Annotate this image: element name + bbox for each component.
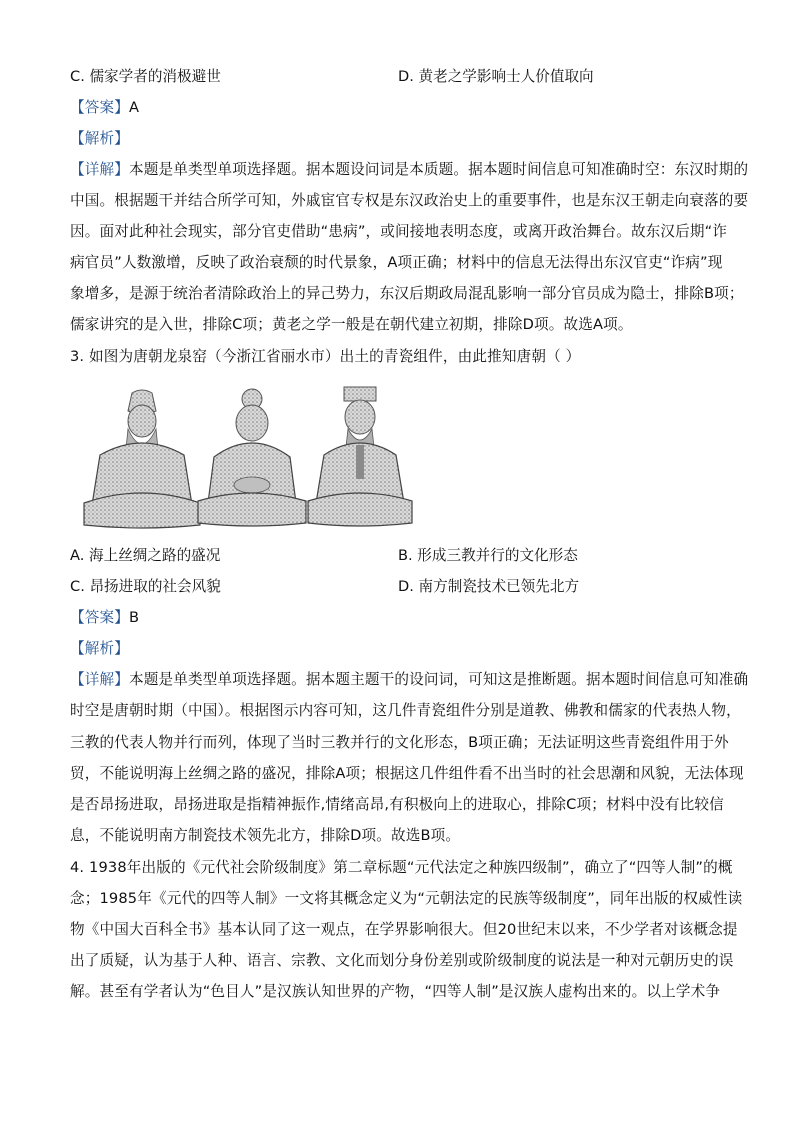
q2-detail-line <box>70 160 749 180</box>
q2-answer-line <box>70 98 730 118</box>
answer-tag: 【答案】 <box>70 609 129 626</box>
analysis-tag: 【解析】 <box>70 640 129 657</box>
confucian-figure-icon <box>308 387 412 526</box>
q3-option-c[interactable]: C. 昂扬进取的社会风貌 <box>70 578 221 595</box>
q3-analysis-tag <box>70 639 730 659</box>
buddha-figure-icon <box>198 389 306 526</box>
q2-option-c[interactable]: C. 儒家学者的消极避世 <box>70 68 221 85</box>
q3-detail-line: 时空是唐朝时期（中国）。根据图示内容可知，这几件青瓷组件分别是道教、佛教和儒家的代表热人物， <box>70 702 741 719</box>
q4-stem-line: 念；1985年《元代的四等人制》一文将其概念定义为“元朝法定的民族等级制度”，同年出版的权威性读 <box>70 890 743 907</box>
q2-detail-text: 本题是单类型单项选择题。据本题设问词是本质题。据本题时间信息可知准确时空：东汉时期的 <box>128 161 749 178</box>
q2-detail-line: 儒家讲究的是入世，排除C项；黄老之学一般是在朝代建立初期，排除D项。故选A项。 <box>70 316 633 333</box>
q3-detail-line: 息，不能说明南方制瓷技术领先北方，排除D项。故选B项。 <box>70 827 461 844</box>
q4-stem-line: 物《中国大百科全书》基本认同了这一观点，在学界影响很大。但20世纪末以来，不少学者对该概念提 <box>70 921 738 938</box>
q3-detail-line: 三教的代表人物并行而列，体现了当时三教并行的文化形态，B项正确；无法证明这些青瓷组件用于外 <box>70 734 729 751</box>
q3-detail-text: 本题是单类型单项选择题。据本题主题干的设问词，可知这是推断题。据本题时间信息可知准确 <box>128 671 749 688</box>
q3-stem: 3. 如图为唐朝龙泉窑（今浙江省丽水市）出土的青瓷组件，由此推知唐朝（ ） <box>70 348 581 365</box>
celadon-figures-image <box>80 385 420 530</box>
analysis-tag: 【解析】 <box>70 130 129 147</box>
q2-detail-line: 病官员”人数激增，反映了政治衰颓的时代景象，A项正确；材料中的信息无法得出东汉官吏“诈病”现 <box>70 254 723 271</box>
q3-option-d[interactable]: D. 南方制瓷技术已领先北方 <box>398 578 580 595</box>
q2-analysis-tag <box>70 129 730 149</box>
detail-tag: 【详解】 <box>70 671 129 688</box>
q2-answer: A <box>128 99 140 116</box>
detail-tag: 【详解】 <box>70 161 129 178</box>
q4-stem-line: 出了质疑，认为基于人种、语言、宗教、文化而划分身份差别或阶级制度的说法是一种对元朝历史的误 <box>70 952 734 969</box>
q2-detail-line: 因。面对此种社会现实，部分官吏借助“患病”，或间接地表明态度，或离开政治舞台。故东汉后期“诈 <box>70 223 728 240</box>
q2-detail-line: 象增多，是源于统治者清除政治上的异己势力，东汉后期政局混乱影响一部分官员成为隐士，排除B项； <box>70 285 744 302</box>
q4-stem-line: 解。甚至有学者认为“色目人”是汉族认知世界的产物，“四等人制”是汉族人虚构出来的。以上学术争 <box>70 983 721 1000</box>
q4-stem-line: 4. 1938年出版的《元代社会阶级制度》第二章标题“元代法定之种族四级制”，确立了“四等人制”的概 <box>70 859 733 876</box>
q3-option-b[interactable]: B. 形成三教并行的文化形态 <box>398 547 578 564</box>
q3-detail-line: 是否昂扬进取，昂扬进取是指精神振作,情绪高昂,有积极向上的进取心，排除C项；材料中没有比较信 <box>70 796 724 813</box>
q3-detail-line <box>70 670 749 690</box>
taoist-figure-icon <box>84 390 200 528</box>
q3-detail-line: 贸，不能说明海上丝绸之路的盛况，排除A项；根据这几件组件看不出当时的社会思潮和风貌，无法体现 <box>70 765 744 782</box>
answer-tag: 【答案】 <box>70 99 129 116</box>
q3-answer: B <box>128 609 140 626</box>
q2-option-d[interactable]: D. 黄老之学影响士人价值取向 <box>398 68 594 85</box>
q3-option-a[interactable]: A. 海上丝绸之路的盛况 <box>70 547 221 564</box>
q3-answer-line <box>70 608 730 628</box>
q2-detail-line: 中国。根据题干并结合所学可知，外戚宦官专权是东汉政治史上的重要事件，也是东汉王朝走向衰落的要 <box>70 192 749 209</box>
